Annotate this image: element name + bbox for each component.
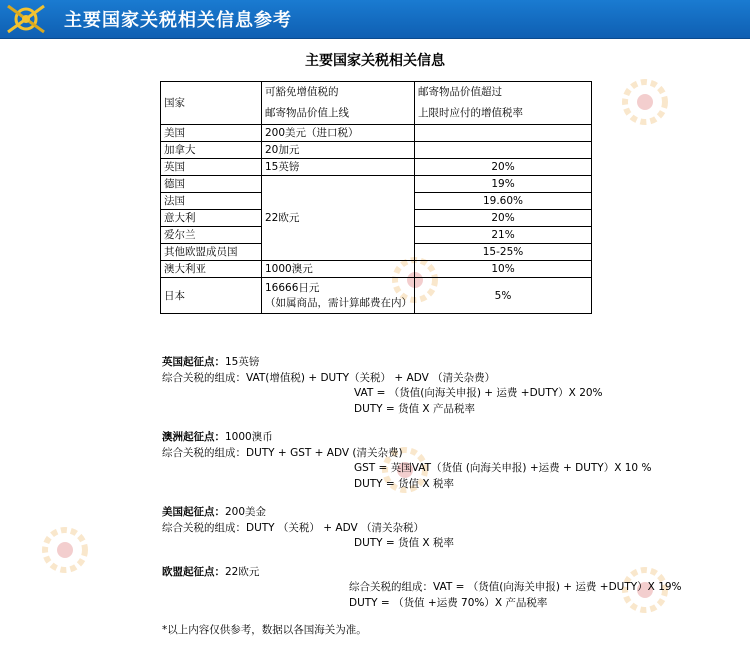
rate-cell <box>415 142 592 159</box>
tariff-table <box>160 81 592 314</box>
rate-cell: 19% <box>415 176 592 193</box>
header-cell-limit <box>262 82 415 125</box>
au-formula-duty: DUTY = 货值 X 税率 <box>354 477 454 490</box>
header-limit-line1: 可豁免增值税的 <box>265 86 339 98</box>
table-header-row <box>161 82 592 125</box>
rate-cell: 5% <box>415 278 592 314</box>
header-cell-rate <box>415 82 592 125</box>
limit-cell: 20加元 <box>262 142 415 159</box>
us-threshold-label: 美国起征点： <box>162 506 225 518</box>
eu-threshold-value: 22欧元 <box>225 565 260 578</box>
tax-notes <box>162 355 732 639</box>
table-row <box>161 261 592 278</box>
eu-formula-duty: DUTY = （货值 +运费 70%）X 产品税率 <box>349 596 548 609</box>
eu-limit-cell: 22欧元 <box>262 176 415 261</box>
watermark-logo-icon <box>600 72 690 152</box>
limit-cell: 200美元（进口税） <box>262 125 415 142</box>
au-threshold-line <box>162 430 732 446</box>
header-bar <box>0 0 750 39</box>
us-formula-duty: DUTY = 货值 X 税率 <box>354 537 454 549</box>
au-composition: 综合关税的组成：DUTY + GST + ADV (清关杂费) <box>162 446 403 459</box>
us-composition: 综合关税的组成：DUTY （关税） + ADV （清关杂税） <box>162 521 425 534</box>
uk-composition: 综合关税的组成：VAT(增值税) + DUTY（关税） + ADV （清关杂费） <box>162 371 496 384</box>
limit-cell: 15英镑 <box>262 159 415 176</box>
country-cell: 其他欧盟成员国 <box>161 244 262 261</box>
uk-formula-vat: VAT = （货值(向海关申报) + 运费 +DUTY）X 20% <box>354 387 603 399</box>
au-threshold-value: 1000澳币 <box>225 431 273 443</box>
au-formula-gst: GST = 英国VAT（货值 (向海关申报) +运费 + DUTY）X 10 % <box>354 462 652 474</box>
au-threshold-label: 澳洲起征点： <box>162 431 225 443</box>
rate-cell <box>415 125 592 142</box>
uk-threshold-value: 15英镑 <box>225 356 260 368</box>
header-rate-line2: 上限时应付的增值税率 <box>418 107 523 119</box>
rate-cell: 21% <box>415 227 592 244</box>
table-row <box>161 176 592 193</box>
country-cell: 美国 <box>161 125 262 142</box>
country-cell: 意大利 <box>161 210 262 227</box>
rate-cell: 20% <box>415 159 592 176</box>
header-limit-line2: 邮寄物品价值上线 <box>265 107 349 119</box>
country-cell: 法国 <box>161 193 262 210</box>
country-cell: 英国 <box>161 159 262 176</box>
country-cell: 加拿大 <box>161 142 262 159</box>
uk-threshold-label: 英国起征点： <box>162 356 225 368</box>
jp-limit-line1: 16666日元 <box>265 282 320 294</box>
table-row <box>161 278 592 314</box>
document-title: 主要国家关税相关信息 <box>305 53 445 69</box>
header-cell-country: 国家 <box>161 82 262 125</box>
rate-cell: 20% <box>415 210 592 227</box>
limit-cell: 1000澳元 <box>262 261 415 278</box>
eu-threshold-label: 欧盟起征点： <box>162 565 225 578</box>
header-title: 主要国家关税相关信息参考 <box>64 10 292 31</box>
uk-formula-duty: DUTY = 货值 X 产品税率 <box>354 402 475 415</box>
rate-cell: 19.60% <box>415 193 592 210</box>
uk-threshold-line <box>162 355 732 371</box>
country-cell: 爱尔兰 <box>161 227 262 244</box>
table-row <box>161 159 592 176</box>
table-row <box>161 125 592 142</box>
country-cell: 德国 <box>161 176 262 193</box>
eu-formula-vat: 综合关税的组成：VAT = （货值(向海关申报) + 运费 +DUTY）X 19% <box>349 581 682 593</box>
rate-cell: 10% <box>415 261 592 278</box>
jp-limit-line2: （如属商品，需计算邮费在内） <box>265 297 412 309</box>
watermark-logo-icon <box>20 520 110 600</box>
table-row <box>161 142 592 159</box>
country-cell: 日本 <box>161 278 262 314</box>
limit-cell <box>262 278 415 314</box>
header-rate-line1: 邮寄物品价值超过 <box>418 86 502 98</box>
eu-threshold-line <box>162 565 732 581</box>
customs-emblem-icon <box>4 2 48 36</box>
rate-cell: 15-25% <box>415 244 592 261</box>
us-threshold-value: 200美金 <box>225 506 267 518</box>
footnote: *以上内容仅供参考，数据以各国海关为准。 <box>162 624 367 636</box>
us-threshold-line <box>162 505 732 521</box>
country-cell: 澳大利亚 <box>161 261 262 278</box>
